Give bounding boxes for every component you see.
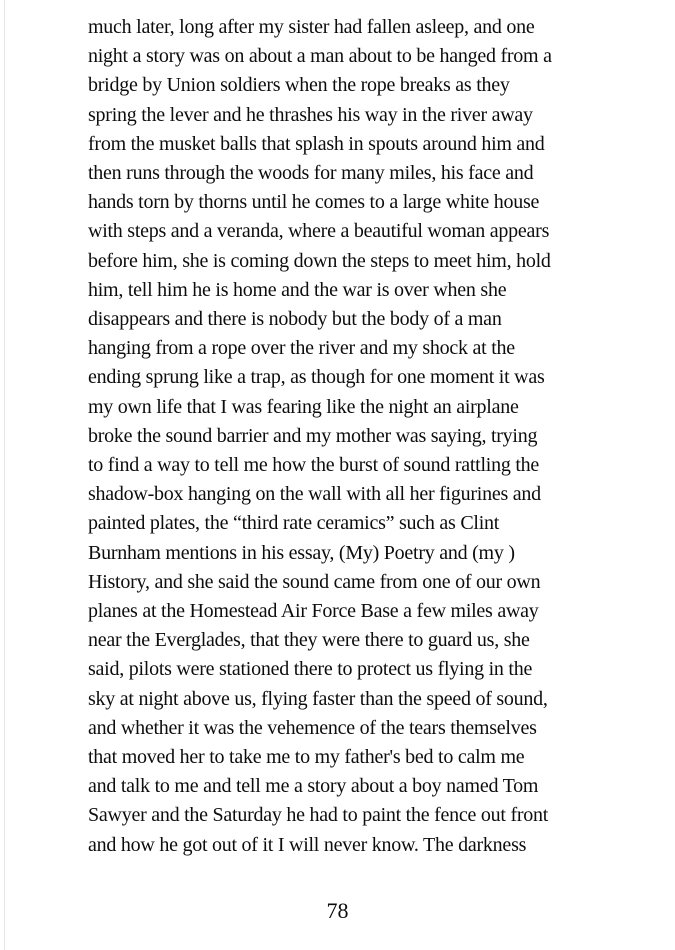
text-line: much later, long after my sister had fallen asleep, and one — [88, 16, 535, 38]
text-line: History, and she said the sound came from one of our own — [88, 570, 541, 593]
text-line: before him, she is coming down the steps to meet him, hold — [88, 249, 551, 272]
text-line: to find a way to tell me how the burst of sound rattling the — [88, 454, 540, 477]
text-line: with steps and a veranda, where a beautiful woman appears — [88, 220, 550, 243]
text-line: my own life that I was fearing like the night an airplane — [88, 395, 519, 418]
text-line: planes at the Homestead Air Force Base a few miles away — [88, 600, 539, 623]
text-line: and talk to me and tell me a story about a boy named Tom — [88, 775, 539, 798]
text-line: said, pilots were stationed there to protect us flying in the — [88, 658, 533, 681]
text-line: broke the sound barrier and my mother was saying, trying — [88, 424, 538, 447]
text-line: hanging from a rope over the river and my shock at the — [88, 337, 515, 360]
text-line: shadow-box hanging on the wall with all her figurines and — [88, 483, 541, 506]
page-text — [88, 13, 648, 860]
text-line: hands torn by thorns until he comes to a large white house — [88, 191, 540, 214]
text-line: ending sprung like a trap, as though for one moment it was — [88, 366, 545, 389]
text-line: and how he got out of it I will never know. The darkness — [88, 833, 527, 856]
text-line: night a story was on about a man about to be hanged from a — [88, 45, 552, 68]
text-line: disappears and there is nobody but the body of a man — [88, 308, 502, 331]
text-line: near the Everglades, that they were there to guard us, she — [88, 629, 530, 652]
text-line: then runs through the woods for many miles, his face and — [88, 162, 534, 185]
text-line: painted plates, the “third rate ceramics” such as Clint — [88, 512, 500, 535]
text-line: bridge by Union soldiers when the rope breaks as they — [88, 74, 510, 97]
text-line: from the musket balls that splash in spouts around him and — [88, 132, 545, 155]
text-line: Burnham mentions in his essay, (My) Poetry and (my ) — [88, 541, 515, 564]
text-line: that moved her to take me to my father's bed to calm me — [88, 746, 525, 769]
text-line: sky at night above us, flying faster than the speed of sound, — [88, 687, 548, 710]
page-edge-line — [4, 0, 5, 950]
text-line: and whether it was the vehemence of the tears themselves — [88, 716, 537, 739]
page-number: 78 — [326, 898, 349, 923]
text-line: him, tell him he is home and the war is over when she — [88, 278, 507, 301]
text-line: spring the lever and he thrashes his way in the river away — [88, 103, 533, 126]
text-line: Sawyer and the Saturday he had to paint the fence out front — [88, 804, 549, 827]
